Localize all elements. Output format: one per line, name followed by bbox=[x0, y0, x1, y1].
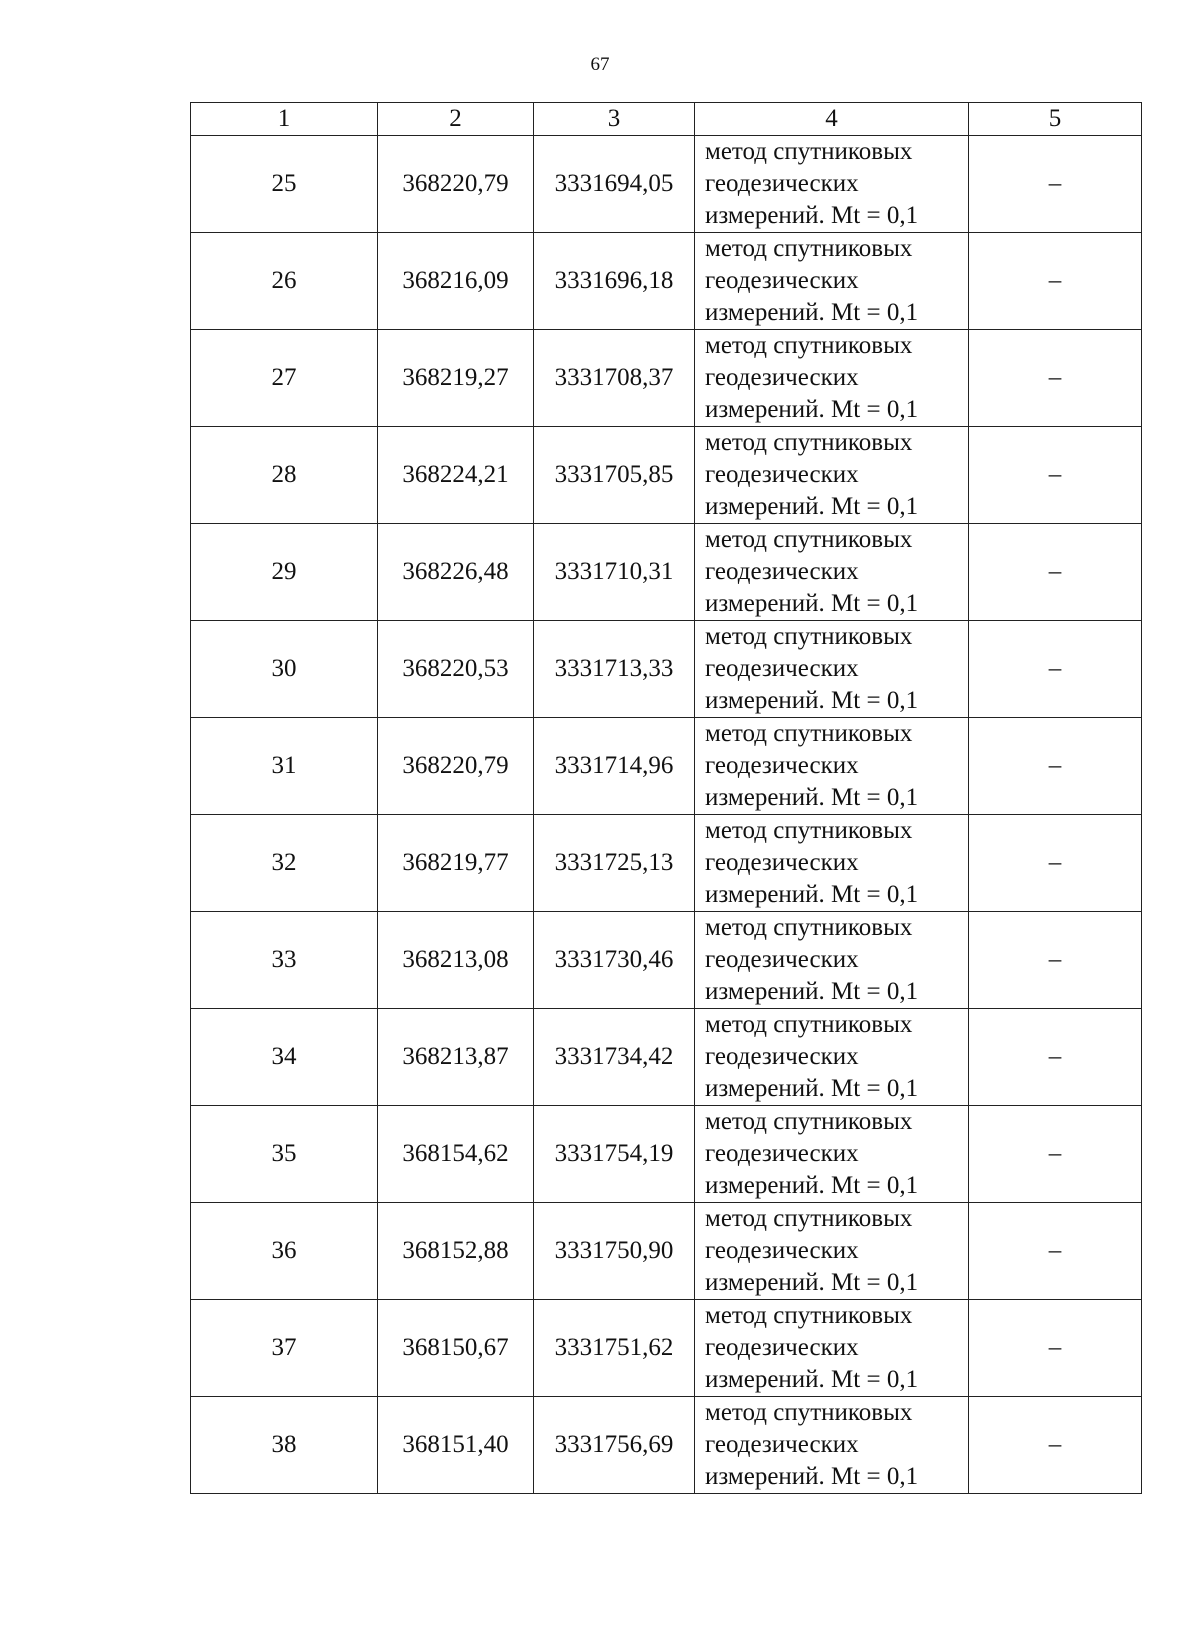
header-col-2: 2 bbox=[378, 103, 534, 136]
table-row bbox=[191, 912, 1142, 1009]
method-text-line: измерений. Mt = 0,1 bbox=[705, 1463, 919, 1490]
point-number-cell: 27 bbox=[191, 330, 378, 427]
y-coordinate-cell: 3331696,18 bbox=[534, 233, 695, 330]
table-row bbox=[191, 233, 1142, 330]
table-body bbox=[191, 136, 1142, 1494]
point-number-cell: 25 bbox=[191, 136, 378, 233]
note-cell: – bbox=[969, 1397, 1142, 1494]
method-text-line: измерений. Mt = 0,1 bbox=[705, 784, 919, 811]
y-coordinate-cell: 3331714,96 bbox=[534, 718, 695, 815]
y-coordinate-cell: 3331694,05 bbox=[534, 136, 695, 233]
method-cell bbox=[695, 1300, 969, 1397]
method-text-line: геодезических bbox=[705, 655, 859, 682]
method-cell bbox=[695, 427, 969, 524]
note-cell: – bbox=[969, 233, 1142, 330]
y-coordinate-cell: 3331708,37 bbox=[534, 330, 695, 427]
method-text-line: измерений. Mt = 0,1 bbox=[705, 1269, 919, 1296]
method-text-line: геодезических bbox=[705, 1140, 859, 1167]
point-number-cell: 28 bbox=[191, 427, 378, 524]
method-text-line: измерений. Mt = 0,1 bbox=[705, 978, 919, 1005]
method-text-line: метод спутниковых bbox=[705, 429, 913, 456]
note-cell: – bbox=[969, 815, 1142, 912]
method-text-line: метод спутниковых bbox=[705, 1205, 913, 1232]
table-row bbox=[191, 621, 1142, 718]
x-coordinate-cell: 368219,77 bbox=[378, 815, 534, 912]
method-text-line: метод спутниковых bbox=[705, 1302, 913, 1329]
point-number-cell: 32 bbox=[191, 815, 378, 912]
method-text-line: метод спутниковых bbox=[705, 1011, 913, 1038]
x-coordinate-cell: 368220,79 bbox=[378, 718, 534, 815]
header-row bbox=[191, 103, 1142, 136]
method-text-line: геодезических bbox=[705, 267, 859, 294]
method-cell bbox=[695, 621, 969, 718]
coordinates-table bbox=[190, 102, 1142, 1494]
method-text-line: метод спутниковых bbox=[705, 914, 913, 941]
method-text-line: геодезических bbox=[705, 1334, 859, 1361]
method-cell bbox=[695, 815, 969, 912]
method-text-line: метод спутниковых bbox=[705, 332, 913, 359]
table-row bbox=[191, 1106, 1142, 1203]
note-cell: – bbox=[969, 524, 1142, 621]
method-text-line: метод спутниковых bbox=[705, 817, 913, 844]
method-cell bbox=[695, 912, 969, 1009]
note-cell: – bbox=[969, 1300, 1142, 1397]
x-coordinate-cell: 368150,67 bbox=[378, 1300, 534, 1397]
x-coordinate-cell: 368151,40 bbox=[378, 1397, 534, 1494]
method-cell bbox=[695, 524, 969, 621]
x-coordinate-cell: 368216,09 bbox=[378, 233, 534, 330]
note-cell: – bbox=[969, 330, 1142, 427]
table-row bbox=[191, 427, 1142, 524]
point-number-cell: 31 bbox=[191, 718, 378, 815]
y-coordinate-cell: 3331756,69 bbox=[534, 1397, 695, 1494]
y-coordinate-cell: 3331725,13 bbox=[534, 815, 695, 912]
method-text-line: геодезических bbox=[705, 461, 859, 488]
method-text-line: метод спутниковых bbox=[705, 720, 913, 747]
method-text-line: измерений. Mt = 0,1 bbox=[705, 396, 919, 423]
point-number-cell: 35 bbox=[191, 1106, 378, 1203]
note-cell: – bbox=[969, 1106, 1142, 1203]
method-text-line: геодезических bbox=[705, 1431, 859, 1458]
x-coordinate-cell: 368224,21 bbox=[378, 427, 534, 524]
page-number: 67 bbox=[590, 54, 610, 75]
y-coordinate-cell: 3331730,46 bbox=[534, 912, 695, 1009]
point-number-cell: 30 bbox=[191, 621, 378, 718]
method-cell bbox=[695, 1106, 969, 1203]
note-cell: – bbox=[969, 912, 1142, 1009]
note-cell: – bbox=[969, 1009, 1142, 1106]
y-coordinate-cell: 3331734,42 bbox=[534, 1009, 695, 1106]
point-number-cell: 33 bbox=[191, 912, 378, 1009]
point-number-cell: 37 bbox=[191, 1300, 378, 1397]
method-text-line: метод спутниковых bbox=[705, 1108, 913, 1135]
method-text-line: метод спутниковых bbox=[705, 235, 913, 262]
method-cell bbox=[695, 233, 969, 330]
table-row bbox=[191, 815, 1142, 912]
y-coordinate-cell: 3331713,33 bbox=[534, 621, 695, 718]
y-coordinate-cell: 3331751,62 bbox=[534, 1300, 695, 1397]
table-row bbox=[191, 524, 1142, 621]
table-row bbox=[191, 1009, 1142, 1106]
point-number-cell: 34 bbox=[191, 1009, 378, 1106]
method-text-line: геодезических bbox=[705, 849, 859, 876]
method-text-line: измерений. Mt = 0,1 bbox=[705, 687, 919, 714]
note-cell: – bbox=[969, 136, 1142, 233]
method-text-line: геодезических bbox=[705, 558, 859, 585]
note-cell: – bbox=[969, 718, 1142, 815]
x-coordinate-cell: 368213,87 bbox=[378, 1009, 534, 1106]
method-text-line: геодезических bbox=[705, 1237, 859, 1264]
method-text-line: геодезических bbox=[705, 752, 859, 779]
x-coordinate-cell: 368213,08 bbox=[378, 912, 534, 1009]
header-col-5: 5 bbox=[969, 103, 1142, 136]
x-coordinate-cell: 368220,53 bbox=[378, 621, 534, 718]
method-text-line: измерений. Mt = 0,1 bbox=[705, 590, 919, 617]
table-row bbox=[191, 330, 1142, 427]
table-row bbox=[191, 718, 1142, 815]
header-col-1: 1 bbox=[191, 103, 378, 136]
method-text-line: геодезических bbox=[705, 364, 859, 391]
method-text-line: измерений. Mt = 0,1 bbox=[705, 1366, 919, 1393]
table-row bbox=[191, 136, 1142, 233]
method-text-line: измерений. Mt = 0,1 bbox=[705, 1172, 919, 1199]
point-number-cell: 26 bbox=[191, 233, 378, 330]
header-col-4: 4 bbox=[695, 103, 969, 136]
x-coordinate-cell: 368219,27 bbox=[378, 330, 534, 427]
method-cell bbox=[695, 1203, 969, 1300]
y-coordinate-cell: 3331750,90 bbox=[534, 1203, 695, 1300]
point-number-cell: 29 bbox=[191, 524, 378, 621]
table-row bbox=[191, 1203, 1142, 1300]
table-row bbox=[191, 1397, 1142, 1494]
point-number-cell: 38 bbox=[191, 1397, 378, 1494]
note-cell: – bbox=[969, 1203, 1142, 1300]
note-cell: – bbox=[969, 427, 1142, 524]
method-text-line: метод спутниковых bbox=[705, 1399, 913, 1426]
method-text-line: измерений. Mt = 0,1 bbox=[705, 299, 919, 326]
y-coordinate-cell: 3331710,31 bbox=[534, 524, 695, 621]
method-text-line: метод спутниковых bbox=[705, 526, 913, 553]
method-cell bbox=[695, 136, 969, 233]
method-cell bbox=[695, 330, 969, 427]
table-header bbox=[191, 103, 1142, 136]
y-coordinate-cell: 3331754,19 bbox=[534, 1106, 695, 1203]
method-text-line: геодезических bbox=[705, 1043, 859, 1070]
method-text-line: измерений. Mt = 0,1 bbox=[705, 202, 919, 229]
x-coordinate-cell: 368152,88 bbox=[378, 1203, 534, 1300]
method-text-line: измерений. Mt = 0,1 bbox=[705, 493, 919, 520]
method-text-line: измерений. Mt = 0,1 bbox=[705, 1075, 919, 1102]
method-text-line: метод спутниковых bbox=[705, 138, 913, 165]
method-text-line: геодезических bbox=[705, 170, 859, 197]
method-cell bbox=[695, 1009, 969, 1106]
note-cell: – bbox=[969, 621, 1142, 718]
y-coordinate-cell: 3331705,85 bbox=[534, 427, 695, 524]
method-cell bbox=[695, 718, 969, 815]
x-coordinate-cell: 368226,48 bbox=[378, 524, 534, 621]
x-coordinate-cell: 368154,62 bbox=[378, 1106, 534, 1203]
method-text-line: геодезических bbox=[705, 946, 859, 973]
method-cell bbox=[695, 1397, 969, 1494]
method-text-line: метод спутниковых bbox=[705, 623, 913, 650]
x-coordinate-cell: 368220,79 bbox=[378, 136, 534, 233]
point-number-cell: 36 bbox=[191, 1203, 378, 1300]
method-text-line: измерений. Mt = 0,1 bbox=[705, 881, 919, 908]
header-col-3: 3 bbox=[534, 103, 695, 136]
table-row bbox=[191, 1300, 1142, 1397]
